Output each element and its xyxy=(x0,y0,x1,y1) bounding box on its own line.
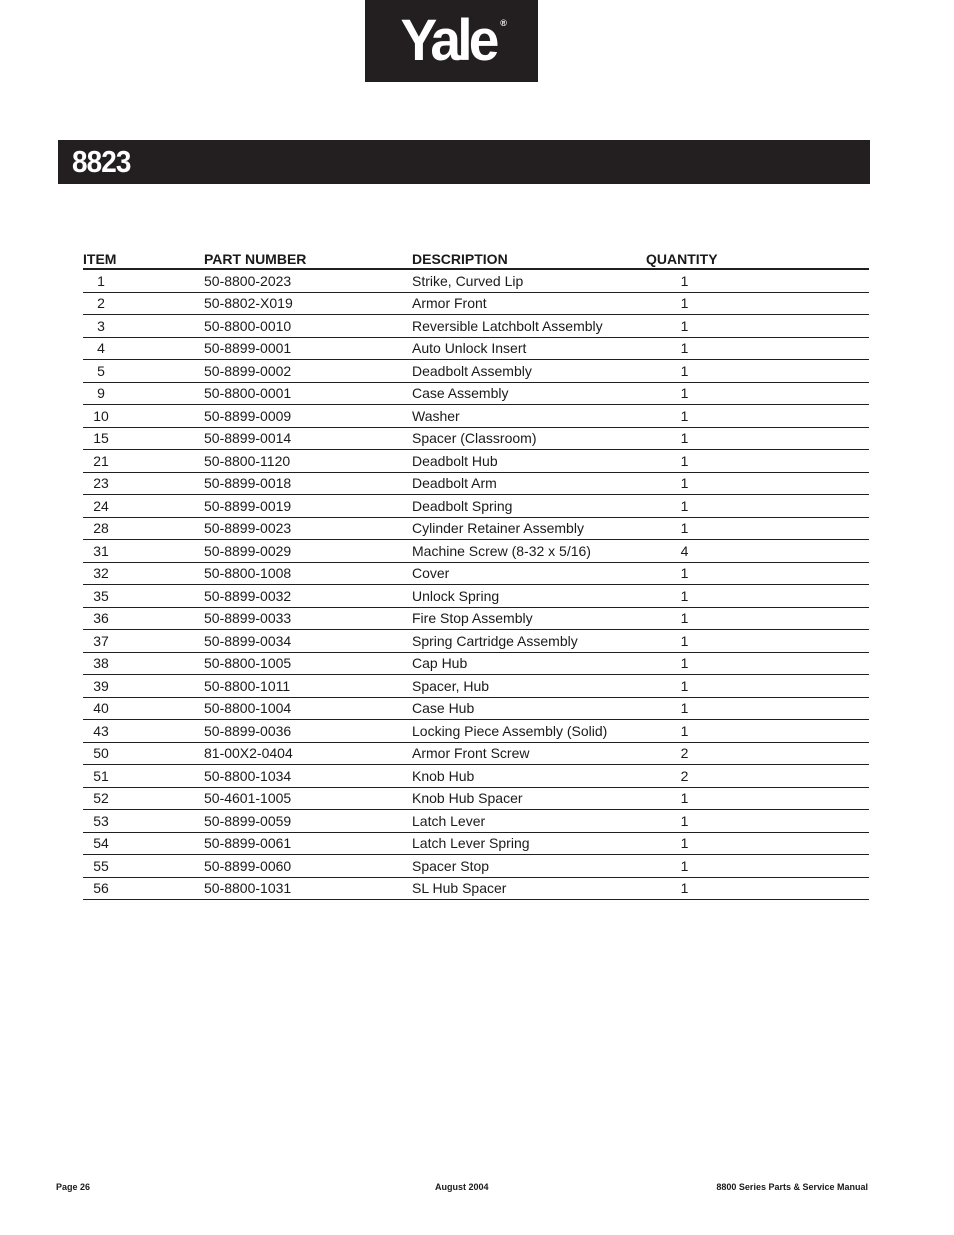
quantity-cell xyxy=(646,292,869,315)
part-number-cell: 50-8800-1004 xyxy=(204,697,412,720)
quantity-cell-value: 1 xyxy=(680,655,689,672)
quantity-cell-value: 1 xyxy=(680,362,689,379)
quantity-cell-value: 1 xyxy=(680,407,689,424)
part-number-cell: 50-8899-0032 xyxy=(204,585,412,608)
quantity-cell xyxy=(646,472,869,495)
table-row xyxy=(83,787,869,810)
item-cell-value: 15 xyxy=(93,430,109,447)
quantity-cell-value: 1 xyxy=(680,812,689,829)
quantity-cell xyxy=(646,652,869,675)
item-cell-value: 31 xyxy=(93,542,109,559)
table-row xyxy=(83,697,869,720)
table-row xyxy=(83,855,869,878)
quantity-cell-value: 1 xyxy=(680,632,689,649)
yale-logo xyxy=(365,0,538,82)
part-number-cell: 50-8800-1031 xyxy=(204,877,412,900)
description-cell: Spacer (Classroom) xyxy=(412,427,646,450)
table-row xyxy=(83,607,869,630)
quantity-cell xyxy=(646,742,869,765)
item-cell xyxy=(83,337,204,360)
description-cell: Fire Stop Assembly xyxy=(412,607,646,630)
header-item: ITEM xyxy=(83,248,204,269)
table-row xyxy=(83,540,869,563)
description-cell: Knob Hub xyxy=(412,765,646,788)
part-number-cell: 50-8800-2023 xyxy=(204,269,412,292)
item-cell-value: 2 xyxy=(97,295,105,312)
item-cell xyxy=(83,360,204,383)
description-cell: Armor Front xyxy=(412,292,646,315)
quantity-cell-value: 1 xyxy=(680,385,689,402)
quantity-cell xyxy=(646,585,869,608)
quantity-cell xyxy=(646,832,869,855)
table-row xyxy=(83,495,869,518)
part-number-cell: 50-8899-0059 xyxy=(204,810,412,833)
description-cell: Strike, Curved Lip xyxy=(412,269,646,292)
quantity-cell-value: 1 xyxy=(680,857,689,874)
footer-page: Page 26 xyxy=(56,1182,91,1192)
item-cell-value: 43 xyxy=(93,722,109,739)
description-cell: Latch Lever Spring xyxy=(412,832,646,855)
quantity-cell-value: 1 xyxy=(680,835,689,852)
footer-date: August 2004 xyxy=(435,1182,489,1192)
item-cell xyxy=(83,269,204,292)
part-number-cell: 50-8800-1120 xyxy=(204,450,412,473)
quantity-cell-value: 1 xyxy=(680,430,689,447)
quantity-cell-value: 1 xyxy=(680,677,689,694)
table-row xyxy=(83,742,869,765)
table-row xyxy=(83,585,869,608)
description-cell: Deadbolt Hub xyxy=(412,450,646,473)
part-number-cell: 50-8899-0036 xyxy=(204,720,412,743)
quantity-cell xyxy=(646,382,869,405)
item-cell xyxy=(83,382,204,405)
table-row xyxy=(83,810,869,833)
quantity-cell xyxy=(646,877,869,900)
table-row xyxy=(83,472,869,495)
description-cell: Locking Piece Assembly (Solid) xyxy=(412,720,646,743)
part-number-cell: 50-8899-0033 xyxy=(204,607,412,630)
part-number-cell: 81-00X2-0404 xyxy=(204,742,412,765)
item-cell-value: 40 xyxy=(93,700,109,717)
quantity-cell-value: 2 xyxy=(680,767,689,784)
item-cell xyxy=(83,787,204,810)
item-cell-value: 35 xyxy=(93,587,109,604)
table-row xyxy=(83,382,869,405)
description-cell: Knob Hub Spacer xyxy=(412,787,646,810)
quantity-cell xyxy=(646,337,869,360)
table-row xyxy=(83,292,869,315)
registered-mark: ® xyxy=(500,18,507,28)
quantity-cell-value: 4 xyxy=(680,542,689,559)
description-cell: Deadbolt Arm xyxy=(412,472,646,495)
item-cell xyxy=(83,517,204,540)
item-cell xyxy=(83,742,204,765)
quantity-cell xyxy=(646,450,869,473)
quantity-cell xyxy=(646,562,869,585)
quantity-cell xyxy=(646,720,869,743)
item-cell xyxy=(83,450,204,473)
item-cell xyxy=(83,832,204,855)
header-quantity: QUANTITY xyxy=(646,248,869,269)
part-number-cell: 50-8800-0001 xyxy=(204,382,412,405)
quantity-cell xyxy=(646,607,869,630)
item-cell xyxy=(83,585,204,608)
item-cell xyxy=(83,697,204,720)
item-cell xyxy=(83,427,204,450)
model-title-bar xyxy=(58,140,870,184)
description-cell: Case Hub xyxy=(412,697,646,720)
item-cell-value: 9 xyxy=(97,385,105,402)
item-cell-value: 32 xyxy=(93,565,109,582)
part-number-cell: 50-8899-0034 xyxy=(204,630,412,653)
item-cell-value: 38 xyxy=(93,655,109,672)
parts-table xyxy=(83,248,869,900)
table-row xyxy=(83,720,869,743)
logo-text: Yale xyxy=(400,8,496,73)
item-cell-value: 50 xyxy=(93,745,109,762)
part-number-cell: 50-8899-0029 xyxy=(204,540,412,563)
description-cell: Armor Front Screw xyxy=(412,742,646,765)
description-cell: Latch Lever xyxy=(412,810,646,833)
item-cell-value: 21 xyxy=(93,452,109,469)
part-number-cell: 50-8802-X019 xyxy=(204,292,412,315)
item-cell-value: 24 xyxy=(93,497,109,514)
description-cell: Deadbolt Assembly xyxy=(412,360,646,383)
table-row xyxy=(83,315,869,338)
table-row xyxy=(83,832,869,855)
item-cell xyxy=(83,540,204,563)
table-row xyxy=(83,517,869,540)
item-cell xyxy=(83,765,204,788)
item-cell-value: 37 xyxy=(93,632,109,649)
quantity-cell-value: 1 xyxy=(680,520,689,537)
part-number-cell: 50-8899-0018 xyxy=(204,472,412,495)
table-row xyxy=(83,765,869,788)
item-cell-value: 55 xyxy=(93,857,109,874)
item-cell xyxy=(83,652,204,675)
table-row xyxy=(83,675,869,698)
item-cell xyxy=(83,562,204,585)
quantity-cell-value: 1 xyxy=(680,722,689,739)
part-number-cell: 50-8899-0023 xyxy=(204,517,412,540)
parts-table-body xyxy=(83,269,869,900)
item-cell xyxy=(83,292,204,315)
part-number-cell: 50-8899-0019 xyxy=(204,495,412,518)
quantity-cell-value: 1 xyxy=(680,565,689,582)
part-number-cell: 50-8800-1008 xyxy=(204,562,412,585)
item-cell-value: 52 xyxy=(93,790,109,807)
part-number-cell: 50-8800-0010 xyxy=(204,315,412,338)
quantity-cell xyxy=(646,495,869,518)
item-cell xyxy=(83,877,204,900)
table-row xyxy=(83,877,869,900)
table-row xyxy=(83,360,869,383)
quantity-cell-value: 1 xyxy=(680,452,689,469)
quantity-cell xyxy=(646,675,869,698)
quantity-cell xyxy=(646,517,869,540)
item-cell-value: 28 xyxy=(93,520,109,537)
quantity-cell xyxy=(646,427,869,450)
description-cell: Deadbolt Spring xyxy=(412,495,646,518)
description-cell: Cover xyxy=(412,562,646,585)
quantity-cell-value: 1 xyxy=(680,340,689,357)
item-cell-value: 1 xyxy=(97,272,105,289)
quantity-cell-value: 1 xyxy=(680,880,689,897)
table-row xyxy=(83,562,869,585)
description-cell: Machine Screw (8-32 x 5/16) xyxy=(412,540,646,563)
part-number-cell: 50-8899-0061 xyxy=(204,832,412,855)
quantity-cell xyxy=(646,405,869,428)
part-number-cell: 50-8899-0001 xyxy=(204,337,412,360)
table-row xyxy=(83,427,869,450)
item-cell xyxy=(83,405,204,428)
quantity-cell xyxy=(646,810,869,833)
quantity-cell xyxy=(646,765,869,788)
quantity-cell-value: 1 xyxy=(680,610,689,627)
item-cell-value: 51 xyxy=(93,767,109,784)
item-cell xyxy=(83,810,204,833)
part-number-cell: 50-4601-1005 xyxy=(204,787,412,810)
description-cell: Cap Hub xyxy=(412,652,646,675)
item-cell xyxy=(83,607,204,630)
quantity-cell-value: 1 xyxy=(680,790,689,807)
item-cell xyxy=(83,855,204,878)
footer-manual-title: 8800 Series Parts & Service Manual xyxy=(716,1182,868,1192)
quantity-cell-value: 1 xyxy=(680,497,689,514)
item-cell-value: 53 xyxy=(93,812,109,829)
table-row xyxy=(83,405,869,428)
description-cell: Unlock Spring xyxy=(412,585,646,608)
item-cell-value: 54 xyxy=(93,835,109,852)
quantity-cell-value: 1 xyxy=(680,587,689,604)
quantity-cell xyxy=(646,697,869,720)
description-cell: SL Hub Spacer xyxy=(412,877,646,900)
description-cell: Cylinder Retainer Assembly xyxy=(412,517,646,540)
item-cell-value: 5 xyxy=(97,362,105,379)
item-cell-value: 23 xyxy=(93,475,109,492)
quantity-cell xyxy=(646,540,869,563)
description-cell: Washer xyxy=(412,405,646,428)
description-cell: Case Assembly xyxy=(412,382,646,405)
quantity-cell xyxy=(646,855,869,878)
part-number-cell: 50-8899-0014 xyxy=(204,427,412,450)
item-cell-value: 3 xyxy=(97,317,105,334)
item-cell-value: 56 xyxy=(93,880,109,897)
quantity-cell-value: 1 xyxy=(680,317,689,334)
part-number-cell: 50-8800-1005 xyxy=(204,652,412,675)
part-number-cell: 50-8899-0009 xyxy=(204,405,412,428)
item-cell-value: 4 xyxy=(97,340,105,357)
quantity-cell-value: 1 xyxy=(680,475,689,492)
table-row xyxy=(83,269,869,292)
item-cell xyxy=(83,495,204,518)
quantity-cell xyxy=(646,630,869,653)
description-cell: Spacer, Hub xyxy=(412,675,646,698)
item-cell-value: 10 xyxy=(93,407,109,424)
item-cell xyxy=(83,315,204,338)
part-number-cell: 50-8899-0002 xyxy=(204,360,412,383)
item-cell xyxy=(83,472,204,495)
header-part-number: PART NUMBER xyxy=(204,248,412,269)
part-number-cell: 50-8899-0060 xyxy=(204,855,412,878)
item-cell xyxy=(83,630,204,653)
description-cell: Spacer Stop xyxy=(412,855,646,878)
table-row xyxy=(83,337,869,360)
description-cell: Reversible Latchbolt Assembly xyxy=(412,315,646,338)
quantity-cell xyxy=(646,269,869,292)
quantity-cell-value: 1 xyxy=(680,272,689,289)
item-cell xyxy=(83,720,204,743)
item-cell xyxy=(83,675,204,698)
table-row xyxy=(83,652,869,675)
part-number-cell: 50-8800-1011 xyxy=(204,675,412,698)
quantity-cell-value: 1 xyxy=(680,295,689,312)
header-description: DESCRIPTION xyxy=(412,248,646,269)
quantity-cell-value: 1 xyxy=(680,700,689,717)
quantity-cell xyxy=(646,787,869,810)
description-cell: Auto Unlock Insert xyxy=(412,337,646,360)
model-title: 8823 xyxy=(72,144,131,179)
table-header-row xyxy=(83,248,869,269)
quantity-cell xyxy=(646,360,869,383)
item-cell-value: 39 xyxy=(93,677,109,694)
table-row xyxy=(83,450,869,473)
description-cell: Spring Cartridge Assembly xyxy=(412,630,646,653)
table-row xyxy=(83,630,869,653)
item-cell-value: 36 xyxy=(93,610,109,627)
quantity-cell xyxy=(646,315,869,338)
part-number-cell: 50-8800-1034 xyxy=(204,765,412,788)
quantity-cell-value: 2 xyxy=(680,745,689,762)
